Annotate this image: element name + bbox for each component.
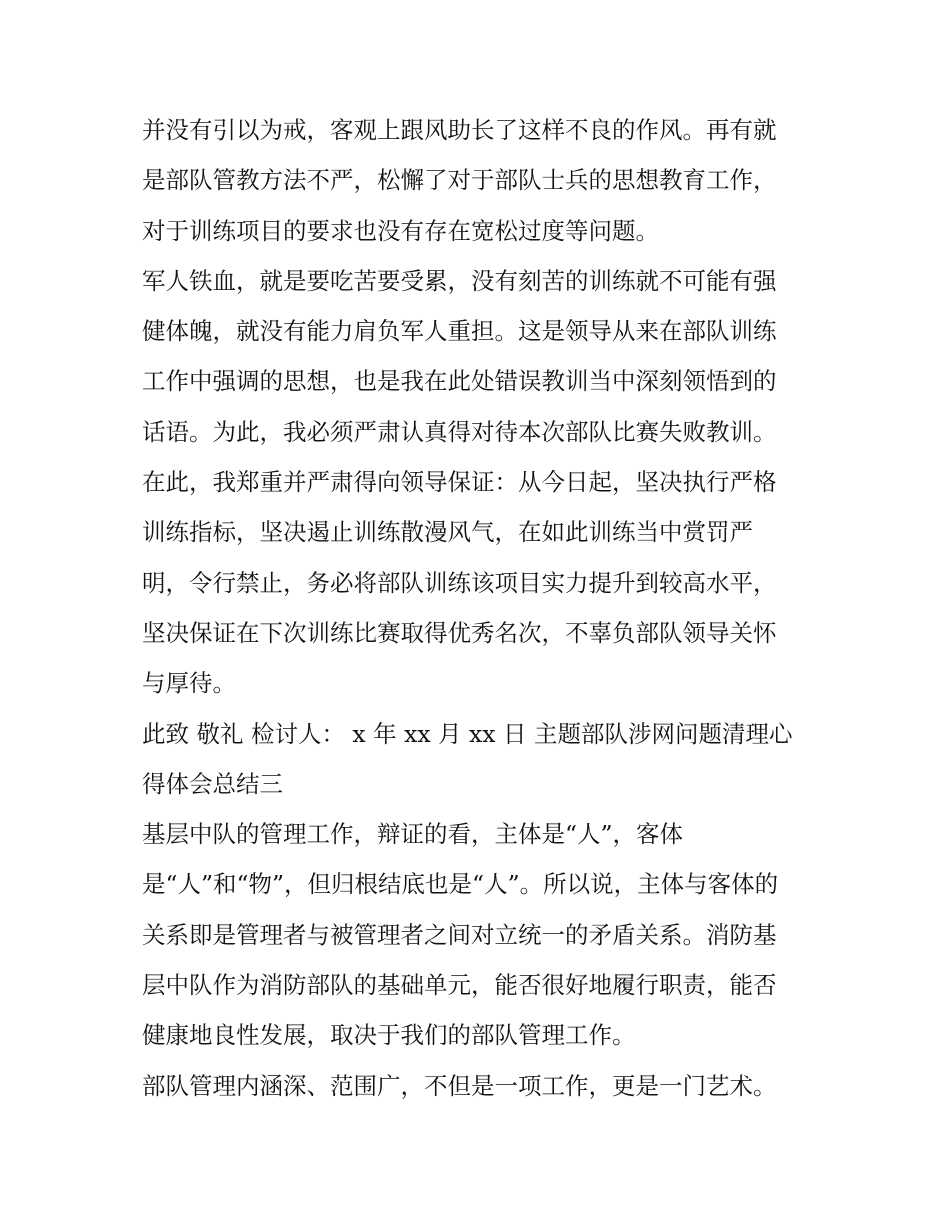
text-line: 话语。为此，我必须严肃认真得对待本次部队比赛失败教训。 — [142, 417, 777, 446]
text-line: 基层中队的管理工作，辩证的看，主体是“人”，客体 — [142, 820, 684, 849]
text-line: 训练指标，坚决遏止训练散漫风气，在如此训练当中赏罚严 — [142, 518, 753, 547]
text-line: 并没有引以为戒，客观上跟风助长了这样不良的作风。再有就 — [142, 116, 777, 144]
text-line: 是部队管教方法不严，松懈了对于部队士兵的思想教育工作， — [142, 166, 777, 195]
text-line: 工作中强调的思想，也是我在此处错误教训当中深刻领悟到的 — [142, 367, 777, 396]
text-line: 健康地良性发展，取决于我们的部队管理工作。 — [142, 1021, 636, 1050]
text-line: 军人铁血，就是要吃苦要受累，没有刻苦的训练就不可能有强 — [142, 266, 777, 295]
document-body — [142, 105, 822, 1111]
text-line: 明，令行禁止，务必将部队训练该项目实力提升到较高水平， — [142, 568, 777, 597]
text-line: 层中队作为消防部队的基础单元，能否很好地履行职责，能否 — [142, 971, 777, 1000]
text-line: 部队管理内涵深、范围广，不但是一项工作，更是一门艺术。 — [142, 1071, 777, 1100]
text-line: 此致 敬礼 检讨人： x 年 xx 月 xx 日 主题部队涉网问题清理心 — [142, 719, 793, 748]
text-line: 对于训练项目的要求也没有存在宽松过度等问题。 — [142, 216, 659, 245]
text-line: 健体魄，就没有能力肩负军人重担。这是领导从来在部队训练 — [142, 317, 777, 346]
text-line: 得体会总结三 — [142, 769, 283, 798]
text-line: 与厚待。 — [142, 669, 236, 698]
text-line: 坚决保证在下次训练比赛取得优秀名次，不辜负部队领导关怀 — [142, 618, 777, 647]
text-line: 关系即是管理者与被管理者之间对立统一的矛盾关系。消防基 — [142, 920, 777, 949]
text-line: 是“人”和“物”，但归根结底也是“人”。所以说，主体与客体的 — [142, 870, 779, 899]
text-line: 在此，我郑重并严肃得向领导保证：从今日起，坚决执行严格 — [142, 468, 777, 497]
